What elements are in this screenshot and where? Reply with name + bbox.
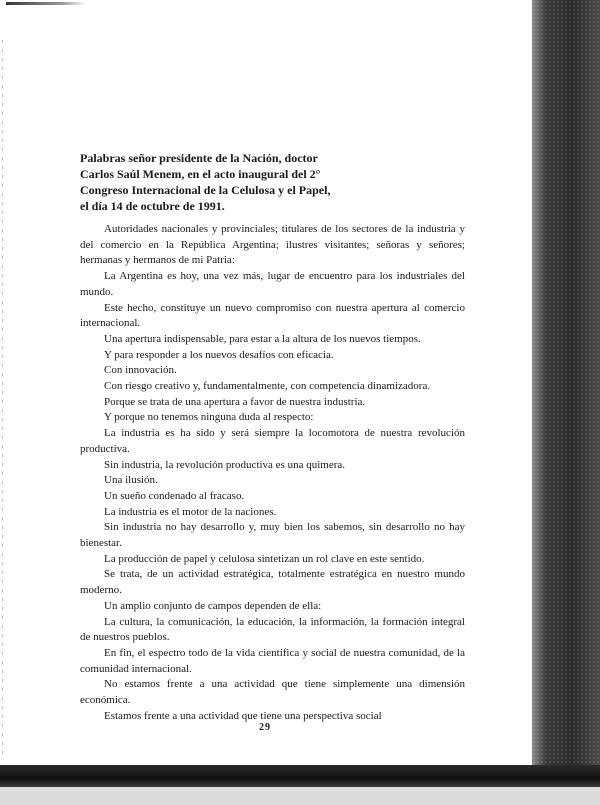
paragraph: Una apertura indispensable, para estar a la altura de los nuevos tiempos. xyxy=(104,332,421,345)
title-line: el día 14 de octubre de 1991. xyxy=(80,199,225,213)
paragraph: La industria es el motor de la naciones. xyxy=(104,505,277,518)
paragraph: Con riesgo creativo y, fundamentalmente, con competencia dinamizadora. xyxy=(104,380,431,393)
paragraph: Sin industria, la revolución productiva es una quimera. xyxy=(104,458,346,471)
scan-margin-rule xyxy=(2,40,3,760)
document-body xyxy=(80,222,465,725)
paragraph: Estamos frente a una actividad que tiene una perspectiva social xyxy=(104,709,382,722)
paragraph: Y porque no tenemos ninguna duda al respecto: xyxy=(104,411,314,424)
paragraph: Sin industria no hay desarrollo y, muy bien los sabemos, sin desarrollo no hay bienestar. xyxy=(80,521,465,550)
paragraph: Porque se trata de una apertura a favor de nuestra industria. xyxy=(104,395,366,408)
page-number: 29 xyxy=(259,722,271,733)
paragraph: Autoridades nacionales y provinciales; titulares de los sectores de la industria y del comercio en la República Argentina; ilustres visitantes; señoras y señores; hermanas y hermanos de mi Patria: xyxy=(80,223,465,267)
paragraph: Este hecho, constituye un nuevo compromiso con nuestra apertura al comercio internacional. xyxy=(80,301,465,330)
title-line: Carlos Saúl Menem, en el acto inaugural del 2° xyxy=(80,167,321,181)
paragraph: No estamos frente a una actividad que tiene simplemente una dimensión económica. xyxy=(80,678,465,707)
paragraph: Se trata, de un actividad estratégica, totalmente estratégica en nuestro mundo moderno. xyxy=(80,568,465,597)
title-line: Congreso Internacional de la Celulosa y el Papel, xyxy=(80,183,331,197)
scan-bottom-band xyxy=(0,765,600,787)
scan-right-edge xyxy=(532,0,600,805)
paragraph: La industria es ha sido y será siempre la locomotora de nuestra revolución productiva. xyxy=(80,427,465,455)
document-title xyxy=(80,150,380,214)
paragraph: La producción de papel y celulosa sintetizan un rol clave en este sentido. xyxy=(104,552,425,565)
paragraph: En fin, el espectro todo de la vida científica y social de nuestra comunidad, de la comunidad internacional. xyxy=(80,646,465,675)
paragraph: Un sueño condenado al fracaso. xyxy=(104,489,245,502)
paragraph: Una ilusión. xyxy=(104,474,158,487)
paragraph: La cultura, la comunicación, la educación, la información, la formación integral de nuestros pueblos. xyxy=(80,615,465,644)
paragraph: Un amplio conjunto de campos dependen de ella: xyxy=(104,599,322,612)
paragraph: La Argentina es hoy, una vez más, lugar de encuentro para los industriales del mundo. xyxy=(80,270,465,298)
scan-top-mark xyxy=(6,2,86,5)
paragraph: Con innovación. xyxy=(104,364,177,377)
title-line: Palabras señor presidente de la Nación, doctor xyxy=(80,151,318,165)
scan-bottom-strip xyxy=(0,787,600,805)
paragraph: Y para responder a los nuevos desafíos con eficacia. xyxy=(104,348,334,361)
